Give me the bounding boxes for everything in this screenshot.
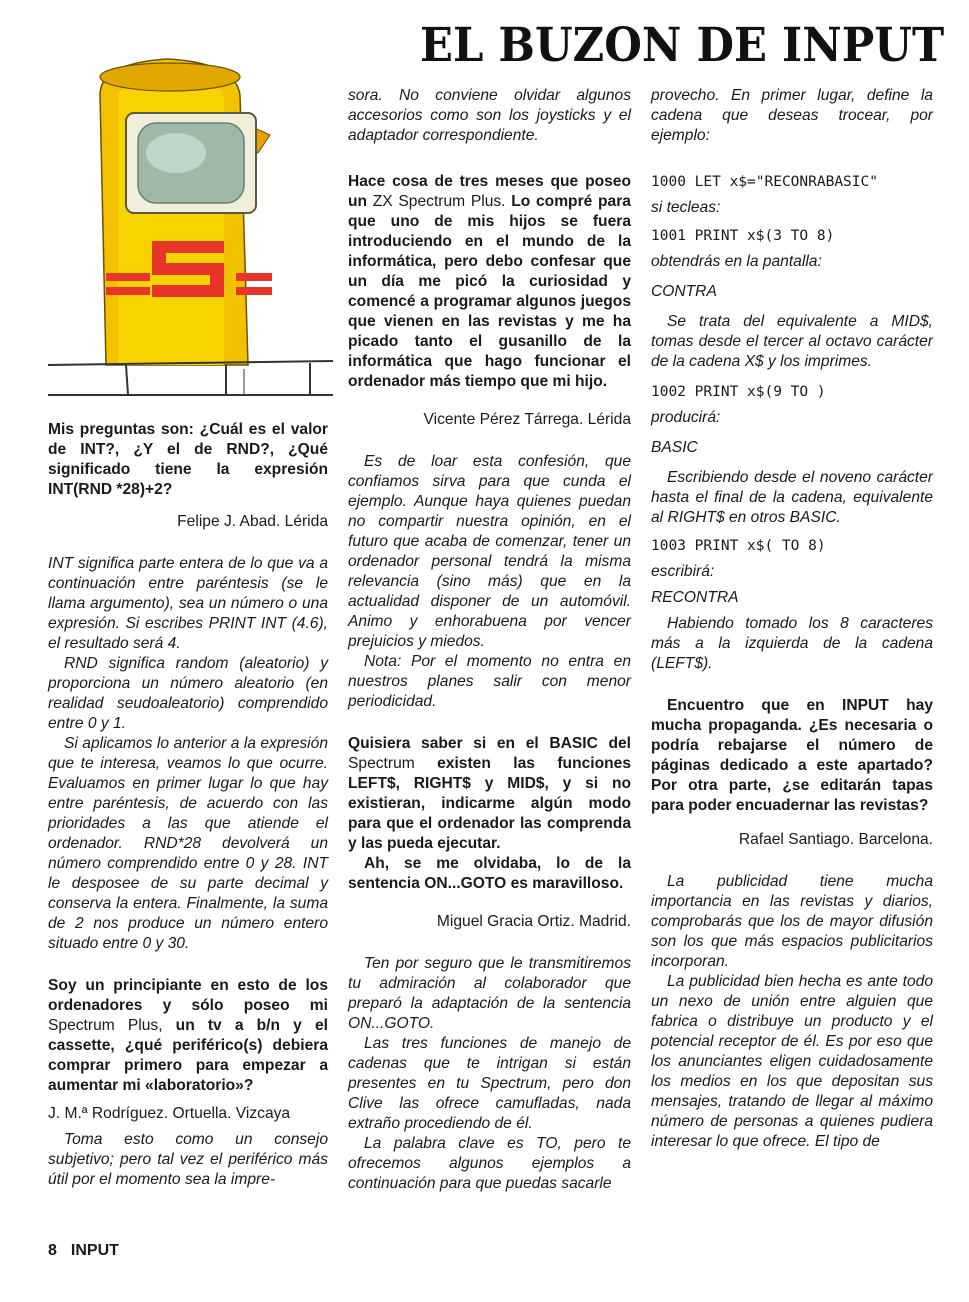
code-caption-2: obtendrás en la pantalla: [651,253,822,270]
question-3-part-a: Hace cosa de tres meses que poseo un [348,173,631,210]
page-number: 8 [48,1242,57,1259]
explanation-1: Se trata del equivalente a MID$, tomas desde el tercer al octavo carácter de la cadena X$ y los imprimes. [651,313,933,370]
answer-2-continued: sora. No conviene olvidar algunos accesorios como son los joysticks y el adaptador correspondiente. [348,87,631,144]
answer-3-p1: Es de loar esta confesión, que confiamos sirva para que cunda el ejemplo. Aunque haya quienes puedan no compartir nuestra opinión, en el futuro que acaba de comenzar, tener un ordenador personal tendrá la misma relevancia (sino más) que en la actualidad disponer de un automóvil. Animo y enhorabuena por vencer prejuicios y miedos. [348,453,631,650]
answer-5-p1: La publicidad tiene mucha importancia en las revistas y diarios, comprobarás que los de mayor difusión son los que más espacios publicitarios incorporan. [651,873,933,970]
answer-4-p1: Ten por seguro que le transmitiremos tu admiración al colaborador que preparó la adaptación de la sentencia ON...GOTO. [348,955,631,1032]
answer-5-p2: La publicidad bien hecha es ante todo un nexo de unión entre alguien que fabrica o distribuye un producto y el potencial receptor de él. Es por eso que los anunciantes eligen cuidadosamente los medios en los que depositan sus mensajes, tratando de llegar al máximo número de personas a quienes pudiera interesar lo que ofrece. El tipo de [651,973,933,1150]
mailbox-illustration [48,35,333,400]
page-footer [48,1242,133,1260]
answer-3-p2: Nota: Por el momento no entra en nuestros planes salir con menor periodicidad. [348,653,631,710]
question-2-part-a: Soy un principiante en esto de los ordenadores y sólo poseo mi [48,977,328,1014]
answer-1-p3: Si aplicamos lo anterior a la expresión que te interesa, veamos lo que ocurre. Evaluamos en primer lugar lo que hay entre paréntesis, de acuerdo con las prioridades a las que atiende el ordenador. RND*28 devolverá un número comprendido entre 0 y 28. INT le desposee de su parte decimal y conserva la entera. Finalmente, la suma de 2 nos produce un número entero situado entre 0 y 30. [48,735,328,952]
question-3-part-c: Lo compré para que uno de mis hijos se fuera introduciendo en el mundo de la informática, pero debo confesar que un día me picó la curiosidad y comencé a programar algunos juegos que vienen en las revistas y me ha picado tanto el gusanillo de la informática que hago funcionar el ordenador más tiempo que mi hijo. [348,193,631,390]
code-line-1000: 1000 LET x$="RECONRABASIC" [651,174,878,190]
code-line-1001: 1001 PRINT x$(3 TO 8) [651,228,835,244]
code-line-1002: 1002 PRINT x$(9 TO ) [651,384,826,400]
column-2 [348,86,631,1194]
answer-2-p1: Toma esto como un consejo subjetivo; pero tal vez el periférico más útil por el momento sea la impre- [48,1131,328,1188]
question-4-part-c: existen las funciones LEFT$, RIGHT$ y MID$, y si no existieran, indicarme algún modo para que el ordenador las comprenda y las pueda ejecutar. [348,755,631,852]
code-caption-4: escribirá: [651,563,715,580]
explanation-3: Habiendo tomado los 8 caracteres más a la izquierda de la cadena (LEFT$). [651,615,933,672]
answer-4-p3: La palabra clave es TO, pero te ofrecemos algunos ejemplos a continuación para que puedas sacarle [348,1135,631,1192]
answer-1-p1: INT significa parte entera de lo que va a continuación entre paréntesis (se le llama argumento), sea un número o una expresión. Si escribes PRINT INT (4.6), el resultado será 4. [48,555,328,652]
page-title: EL BUZON DE INPUT [420,18,945,73]
code-caption-1: si tecleas: [651,199,721,216]
magazine-name: INPUT [70,1242,119,1259]
question-4-part-b: Spectrum [348,755,415,772]
question-1: Mis preguntas son: ¿Cuál es el valor de INT?, ¿Y el de RND?, ¿Qué significado tiene la expresión INT(RND *28)+2? [48,421,328,498]
question-4-part-a: Quisiera saber si en el BASIC del [348,735,631,752]
code-result-2: BASIC [651,439,698,456]
answer-1-p2: RND significa random (aleatorio) y proporciona un número aleatorio (en realidad seudoaleatorio) comprendido entre 0 y 1. [48,655,328,732]
question-5: Encuentro que en INPUT hay mucha propaganda. ¿Es necesaria o podría rebajarse el número de páginas dedicado a este apartado? Por otra parte, ¿se editarán tapas para poder encuadernar las revistas? [651,697,933,814]
code-caption-3: producirá: [651,409,721,426]
signature-3: Vicente Pérez Tárrega. Lérida [423,411,631,428]
question-2 [48,976,328,1096]
question-3-part-b: ZX Spectrum Plus. [372,193,506,210]
question-2-part-b: Spectrum Plus, [48,1017,163,1034]
answer-4-p2: Las tres funciones de manejo de cadenas que te intrigan si están presentes en tu Spectrum, pero don Clive las ofrece camufladas, nada extraño procediendo de él. [348,1035,631,1132]
code-result-3: RECONTRA [651,589,739,606]
code-result-1: CONTRA [651,283,717,300]
signature-2: J. M.ª Rodríguez. Ortuella. Vizcaya [48,1105,291,1122]
question-2-part-c: un tv a b/n y el cassette, ¿qué periférico(s) debiera comprar primero para empezar a aumentar mi «laboratorio»? [48,1017,328,1094]
code-line-1003: 1003 PRINT x$( TO 8) [651,538,826,554]
signature-4: Miguel Gracia Ortiz. Madrid. [436,913,631,930]
column-3 [651,86,933,1152]
question-4-postscript: Ah, se me olvidaba, lo de la sentencia ON...GOTO es maravilloso. [348,855,631,892]
question-3 [348,172,631,392]
signature-1: Felipe J. Abad. Lérida [177,513,328,530]
answer-4-continued: provecho. En primer lugar, define la cadena que deseas trocear, por ejemplo: [651,87,933,144]
column-1 [48,420,328,1190]
explanation-2: Escribiendo desde el noveno carácter hasta el final de la cadena, equivalente al RIGHT$ en otros BASIC. [651,469,933,526]
signature-5: Rafael Santiago. Barcelona. [738,831,933,848]
question-4 [348,734,631,854]
